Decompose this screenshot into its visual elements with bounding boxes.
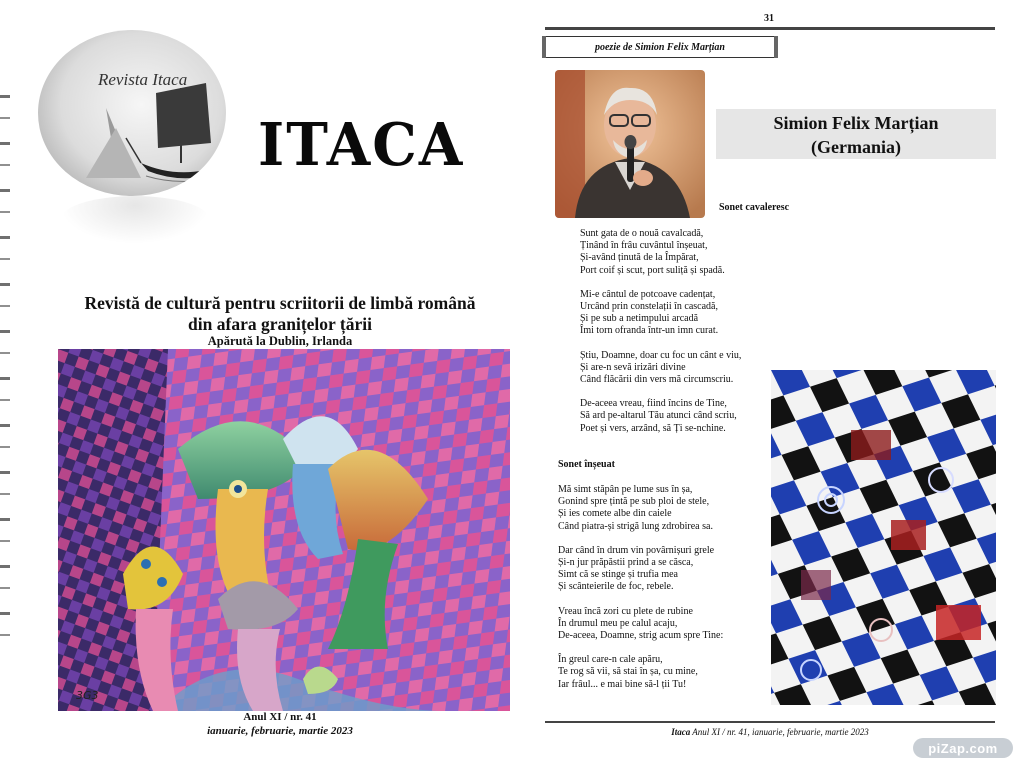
- page-edge-marks: [0, 95, 10, 655]
- scroll-cap-left: [542, 36, 546, 58]
- cover-issue-number: Anul XI / nr. 41: [243, 711, 317, 723]
- footer-magazine-name: Itaca: [671, 727, 691, 737]
- logo-script-text: Revista Itaca: [98, 70, 188, 89]
- poem-2-stanza-3: [558, 606, 723, 643]
- poem-line: Gonind spre țintă pe sub ploi de stele,: [558, 496, 710, 508]
- poem-line: Și ies comete albe din caiele: [558, 508, 672, 520]
- poem-line: Poet și vers, arzând, să Ți se-nchine.: [580, 422, 726, 434]
- page-footer: [545, 727, 995, 737]
- cover-subtitle-line2: din afara granițelor țării: [188, 314, 372, 334]
- cover-subtitle-line1: Revistă de cultură pentru scriitorii de limbă română: [84, 293, 476, 313]
- poem-line: Când flăcării din vers mă circumscriu.: [580, 374, 734, 386]
- checkerboard-artwork: [771, 370, 996, 705]
- cover-issue-date: ianuarie, februarie, martie 2023: [207, 725, 353, 737]
- poem-line: Urcând prin constelații în cascadă,: [580, 301, 718, 313]
- logo-reflection: [60, 196, 210, 244]
- pizap-watermark: piZap.com: [913, 738, 1013, 758]
- poem-line: Simt că se stinge și trufia mea: [558, 569, 678, 581]
- poem-line: De-aceea, Doamne, strig acum spre Tine:: [558, 630, 724, 642]
- poem-1-stanza-1: [580, 228, 741, 277]
- poem-line: Port coif și scut, port suliță și spadă.: [580, 264, 725, 276]
- section-label-text: poezie de Simion Felix Marțian: [594, 41, 725, 53]
- bottom-divider: [545, 721, 995, 723]
- page-number: 31: [764, 13, 774, 24]
- poem-line: Și scânteierile de foc, rebele.: [558, 581, 674, 593]
- poem-line: În drumul meu pe calul acaju,: [558, 617, 678, 629]
- poem-line: Vreau încă zori cu plete de rubine: [558, 605, 693, 617]
- itaca-logo: [38, 30, 226, 196]
- author-country: (Germania): [811, 137, 901, 157]
- poem-line: Mi-e cântul de potcoave cadențat,: [580, 288, 716, 300]
- poem-line: De-aceea vreau, fiind încins de Tine,: [580, 398, 727, 410]
- poem-line: Și-având ținută de la Împărat,: [580, 252, 699, 264]
- scroll-cap-right: [774, 36, 778, 58]
- poem-line: Și-n jur prăpăstii prind a se căsca,: [558, 557, 694, 569]
- poem-2-stanza-2: [558, 545, 723, 594]
- author-header: [716, 109, 996, 159]
- cover-artwork: [58, 349, 510, 711]
- footer-issue-info: Anul XI / nr. 41, ianuarie, februarie, martie 2023: [690, 727, 869, 737]
- poem-line: Ținând în frâu cuvântul înșeuat,: [580, 240, 708, 252]
- poem-2: [558, 484, 723, 703]
- poem-line: Mă simt stăpân pe lume sus în șa,: [558, 484, 693, 495]
- poem-line: Și pe sub a netimpului arcadă: [580, 313, 699, 325]
- cover-subtitle-line3: Apărută la Dublin, Irlanda: [207, 334, 353, 348]
- poem-line: Sunt gata de o nouă cavalcadă,: [580, 228, 704, 239]
- poem-title-2: Sonet înșeuat: [558, 459, 615, 470]
- poem-line: În greul care-n cale apăru,: [558, 654, 663, 666]
- poetry-page: [540, 0, 1024, 767]
- poem-line: Știu, Doamne, doar cu foc un cânt e viu,: [580, 349, 742, 361]
- top-divider: [545, 27, 995, 30]
- poem-1-stanza-3: [580, 350, 741, 387]
- author-photo: [555, 70, 705, 218]
- poem-1-stanza-2: [580, 289, 741, 338]
- artist-signature: 3G3: [76, 689, 99, 702]
- poem-line: Îmi torn ofranda într-un imn curat.: [580, 325, 719, 337]
- poem-2-stanza-4: [558, 654, 723, 691]
- poem-line: Când piatra-și strigă lung zdrobirea sa.: [558, 520, 713, 532]
- section-label: [545, 36, 775, 58]
- poem-title-1: Sonet cavaleresc: [719, 202, 790, 213]
- magazine-title: ITACA: [258, 110, 465, 180]
- poem-line: Dar când în drum vin povârnișuri grele: [558, 544, 715, 556]
- poem-1: [580, 228, 741, 447]
- poem-line: Și are-n sevă irizări divine: [580, 361, 686, 373]
- author-name: Simion Felix Marțian: [773, 113, 939, 133]
- poem-2-stanza-1: [558, 484, 723, 533]
- poem-line: Te rog să vii, să stai în șa, cu mine,: [558, 666, 698, 678]
- poem-line: Iar frâul... e mai bine să-l ții Tu!: [558, 678, 687, 690]
- poem-line: Să ard pe-altarul Tău atunci când scriu,: [580, 410, 737, 422]
- poem-1-stanza-4: [580, 398, 741, 435]
